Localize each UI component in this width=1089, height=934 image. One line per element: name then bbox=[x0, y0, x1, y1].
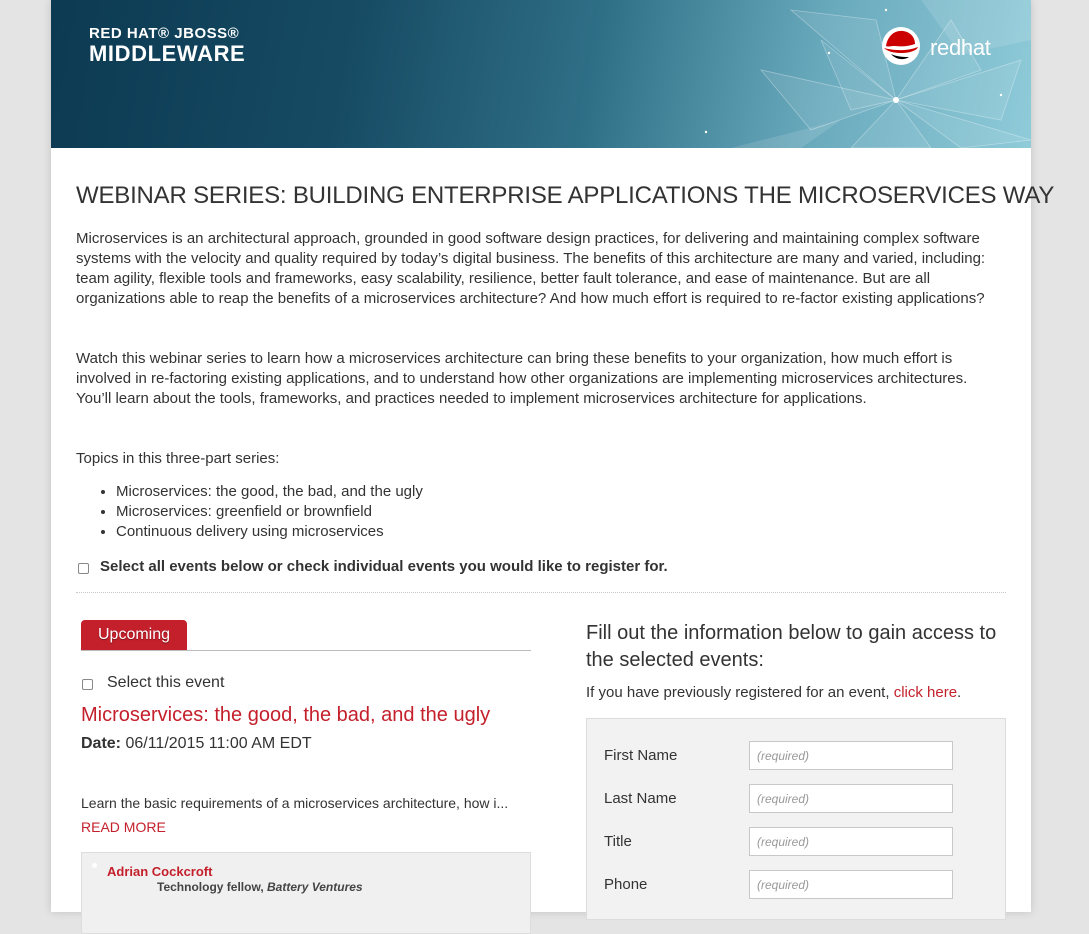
speaker-role bbox=[157, 880, 363, 894]
speaker-name[interactable]: Adrian Cockcroft bbox=[107, 864, 213, 879]
page-title: WEBINAR SERIES: BUILDING ENTERPRISE APPLICATIONS THE MICROSERVICES WAY bbox=[76, 182, 1055, 209]
last-name-label: Last Name bbox=[604, 790, 677, 807]
banner-starburst-graphic bbox=[701, 0, 1031, 148]
event-date-value: 06/11/2015 11:00 AM EDT bbox=[125, 735, 312, 752]
registration-form bbox=[586, 718, 1006, 920]
last-name-field[interactable] bbox=[749, 784, 953, 813]
first-name-label: First Name bbox=[604, 747, 678, 764]
topic-item: • Continuous delivery using microservices bbox=[116, 522, 423, 542]
phone-label: Phone bbox=[604, 876, 648, 893]
select-event-row[interactable] bbox=[82, 674, 224, 692]
redhat-shadowman-icon bbox=[881, 26, 921, 66]
title-label: Title bbox=[604, 833, 632, 850]
form-row-last-name bbox=[604, 784, 1004, 814]
jboss-middleware-logo bbox=[89, 26, 245, 65]
tab-underline bbox=[81, 650, 531, 651]
form-heading: Fill out the information below to gain access to the selected events: bbox=[586, 622, 997, 671]
form-row-first-name bbox=[604, 741, 1004, 771]
form-row-title bbox=[604, 827, 1004, 857]
topic-item: • Microservices: greenfield or brownfield bbox=[116, 502, 423, 522]
header-banner bbox=[51, 0, 1031, 148]
event-date-label: Date: bbox=[81, 735, 122, 752]
speaker-bullet-icon bbox=[92, 863, 97, 868]
click-here-link[interactable]: click here bbox=[893, 684, 958, 701]
topic-item: • Microservices: the good, the bad, and the ugly bbox=[116, 482, 423, 502]
previous-registration-tail: . bbox=[957, 684, 962, 701]
previous-registration-prompt: If you have previously registered for an event, bbox=[586, 684, 890, 701]
first-name-field[interactable] bbox=[749, 741, 953, 770]
select-all-row[interactable] bbox=[78, 558, 668, 575]
tab-upcoming[interactable]: Upcoming bbox=[81, 620, 187, 650]
speaker-company: Battery Ventures bbox=[267, 880, 363, 894]
speaker-title: Technology fellow, bbox=[157, 880, 264, 894]
page bbox=[51, 0, 1055, 912]
topics-intro: Topics in this three-part series: bbox=[76, 450, 280, 467]
brand-line2: MIDDLEWARE bbox=[89, 41, 246, 66]
brand-line1: RED HAT® JBOSS® bbox=[89, 25, 240, 42]
intro-paragraph-2: Watch this webinar series to learn how a microservices architecture can bring these benefits to your organization, how much effort is involved in re-factoring existing applications, and to understand how other organizations are implementing microservices architectures. You’ll learn about the tools, frameworks, and practices needed to implement microservices architecture for applications. bbox=[76, 350, 968, 407]
phone-field[interactable] bbox=[749, 870, 953, 899]
event-date bbox=[81, 735, 312, 753]
event-title[interactable]: Microservices: the good, the bad, and the ugly bbox=[81, 704, 491, 726]
select-all-checkbox[interactable] bbox=[78, 563, 89, 574]
read-more-link[interactable]: READ MORE bbox=[81, 819, 166, 835]
intro-paragraph-1: Microservices is an architectural approach, grounded in good software design practices, for delivering and maintaining complex software systems with the velocity and quality required by today’s digital business. The benefits of this architecture are many and varied, including: team agility, flexible tools and frameworks, easy scalability, resilience, better fault tolerance, and ease of maintenance. But are all organizations able to reap the benefits of a microservices architecture? And how much effort is required to re-factor existing applications? bbox=[76, 230, 986, 307]
event-description: Learn the basic requirements of a microservices architecture, how i... bbox=[81, 795, 509, 811]
speaker-card bbox=[81, 852, 531, 934]
select-event-label[interactable]: Select this event bbox=[107, 674, 225, 691]
redhat-wordmark: redhat bbox=[930, 35, 991, 60]
title-field[interactable] bbox=[749, 827, 953, 856]
previous-registration-text bbox=[586, 684, 961, 701]
topics-list bbox=[76, 482, 423, 542]
form-row-phone bbox=[604, 870, 1004, 900]
select-event-checkbox[interactable] bbox=[82, 679, 93, 690]
section-divider bbox=[76, 592, 1006, 593]
select-all-label[interactable]: Select all events below or check individual events you would like to register for. bbox=[100, 558, 668, 575]
